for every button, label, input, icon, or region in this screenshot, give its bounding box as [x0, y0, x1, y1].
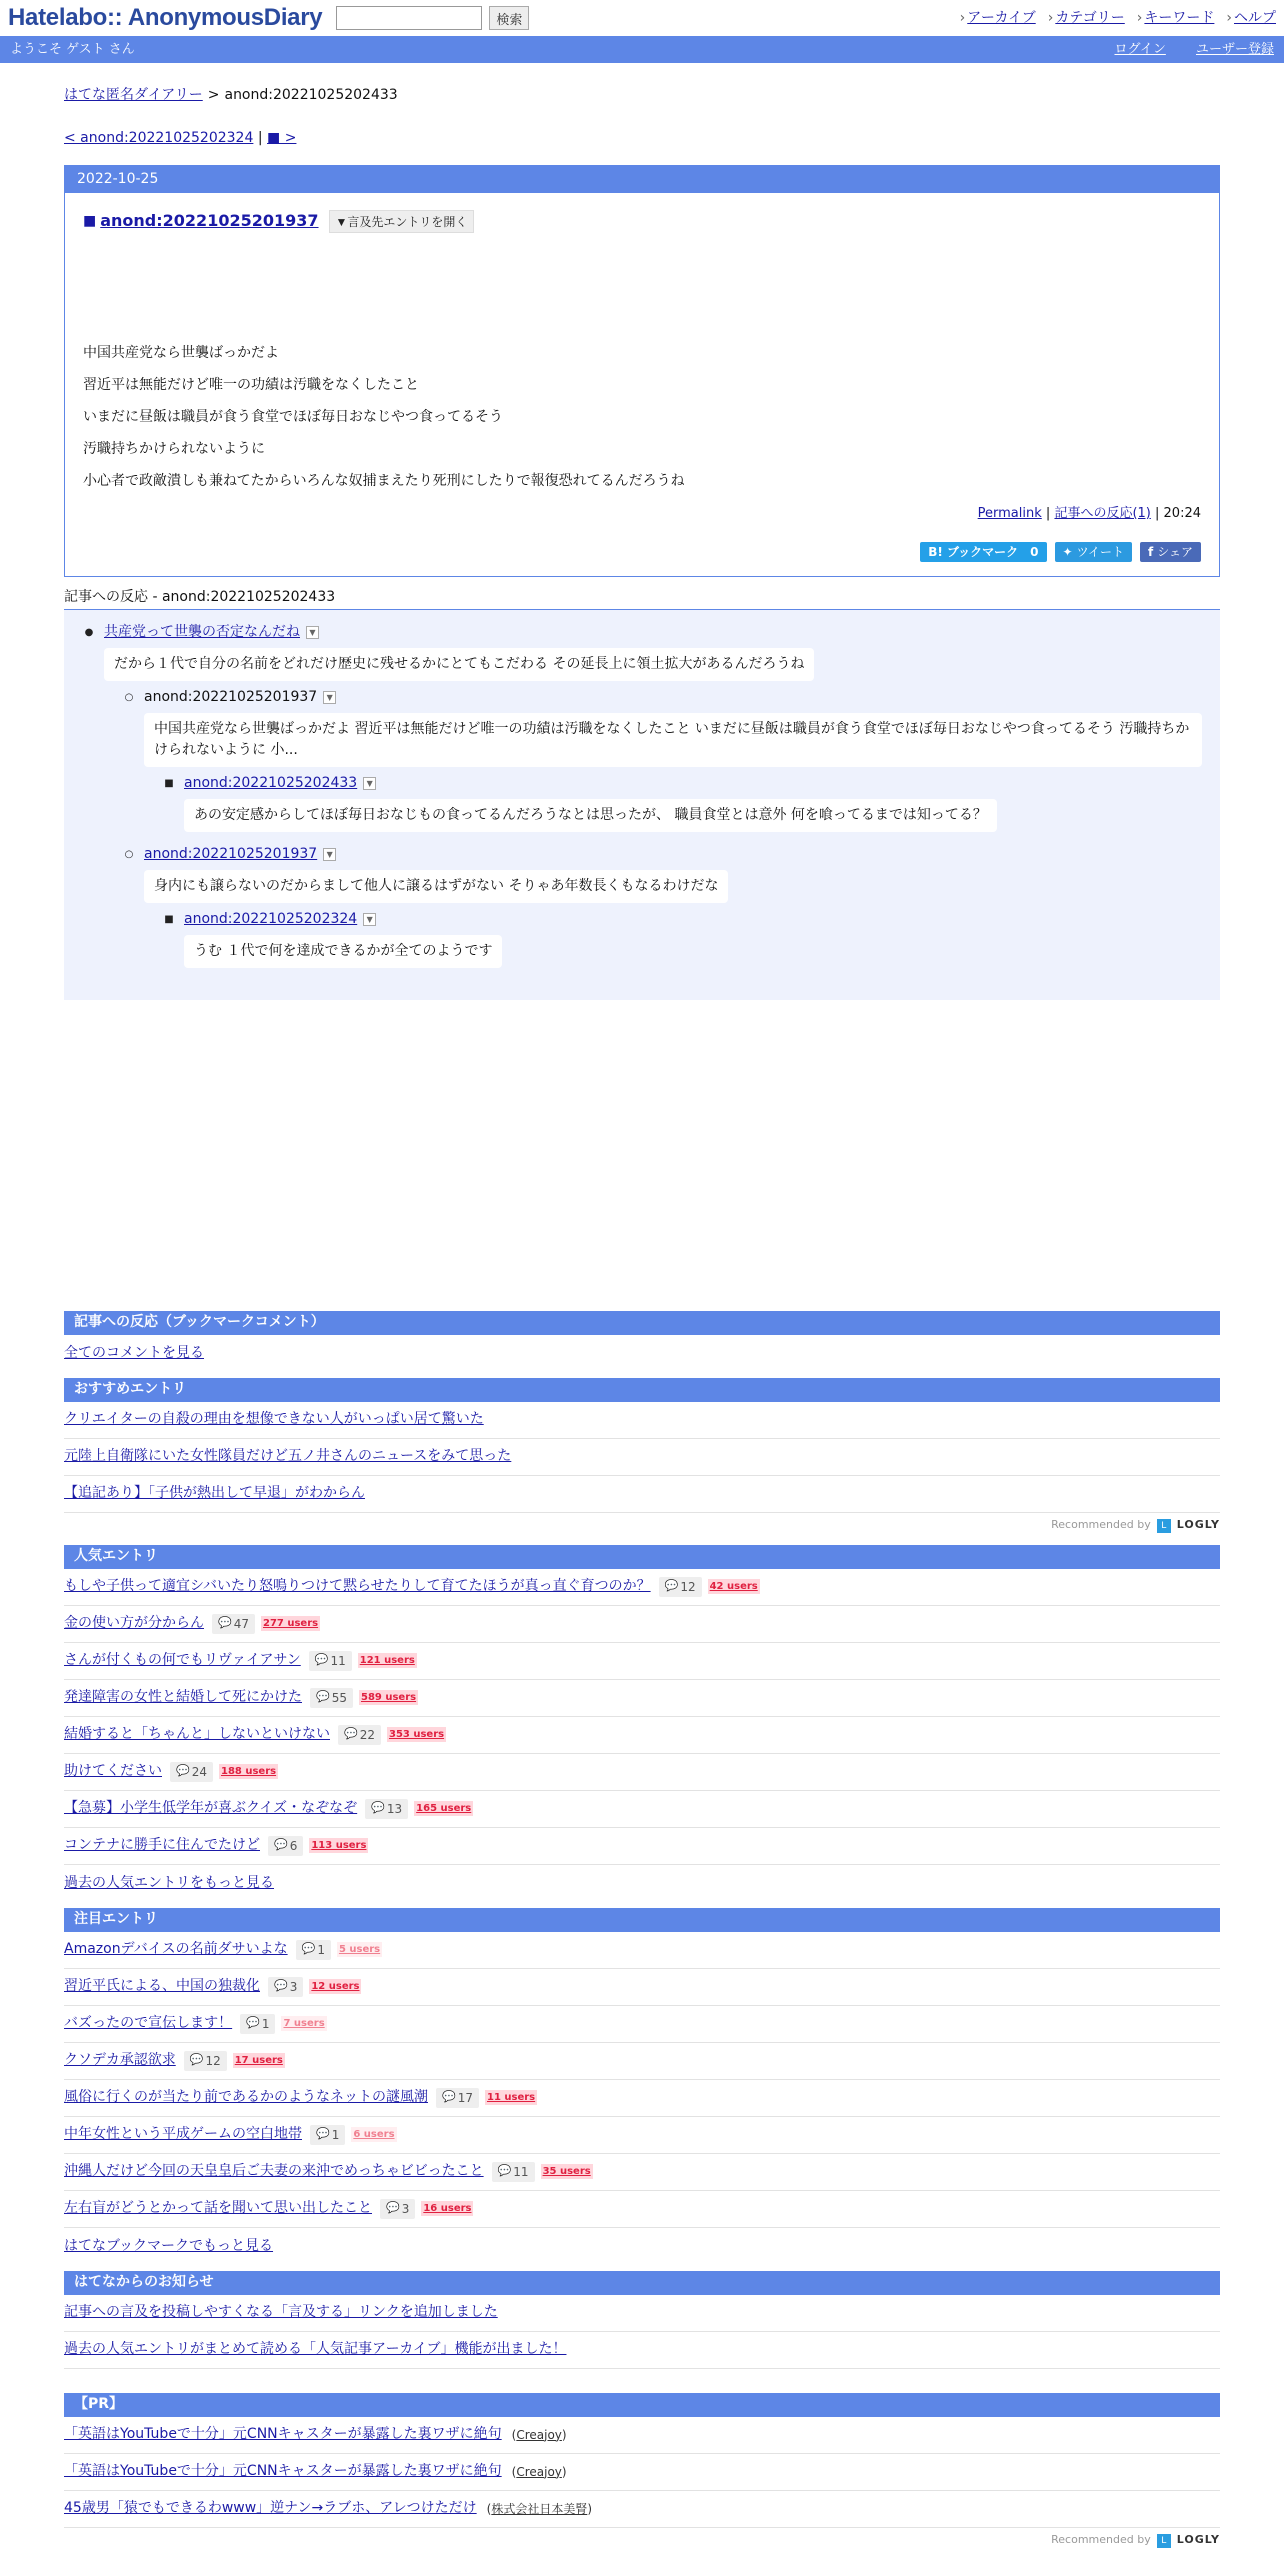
hot-item [64, 2043, 1220, 2080]
dropdown-icon[interactable]: ▼ [363, 913, 376, 926]
bookmark-users-badge[interactable]: 188 users [220, 1766, 277, 1777]
day-box [64, 165, 1220, 577]
pr-link[interactable]: 45歳男「猿でもできるわwww」逆ナン→ラブホ、アレつけただけ [64, 2500, 477, 2516]
comment-count-value: 1 [261, 2016, 270, 2031]
hot-item [64, 2080, 1220, 2117]
day-date: 2022-10-25 [65, 166, 1219, 193]
facebook-icon: f [1148, 544, 1154, 559]
facebook-share-label: シェア [1157, 544, 1193, 559]
popular-header: 人気エントリ [64, 1545, 1220, 1569]
comment-bubble-icon: 💬 [442, 2090, 456, 2104]
reaction-head [162, 773, 1202, 795]
logly-logo-text: LOGLY [1176, 1518, 1220, 1532]
pr-item [64, 2417, 1220, 2454]
reactions-link[interactable]: 記事への反応(1) [1054, 506, 1151, 521]
reactions-title: 記事への反応 - anond:20221025202433 [64, 587, 1220, 610]
register-link[interactable]: ユーザー登録 [1195, 41, 1274, 57]
bookmark-users-badge[interactable]: 165 users [416, 1803, 472, 1814]
hot-link[interactable]: 中年女性という平成ゲームの空白地帯 [64, 2126, 302, 2142]
comment-count-value: 55 [331, 1690, 347, 1705]
permalink-link[interactable]: Permalink [977, 506, 1042, 521]
reaction-children [162, 773, 1202, 838]
hot-link[interactable]: クソデカ承認欲求 [64, 2052, 176, 2068]
pr-sponsor: (Creajoy) [511, 2464, 567, 2479]
entry-title-row [83, 209, 1201, 233]
pr-item [64, 2491, 1220, 2528]
comment-count-value: 24 [191, 1764, 207, 1779]
bookmark-comments-header: 記事への反応（ブックマークコメント） [64, 1311, 1220, 1335]
entry-line: 中国共産党なら世襲ばっかだよ [83, 345, 279, 361]
popular-link[interactable]: 金の使い方が分からん [64, 1615, 204, 1631]
entry-line: 汚職持ちかけられないように [83, 441, 265, 457]
reaction-node [82, 622, 1202, 974]
bookmark-users-badge[interactable]: 113 users [311, 1840, 367, 1851]
pr-recommended-by [64, 2528, 1220, 2554]
popular-item [64, 1643, 1220, 1680]
comment-count[interactable] [365, 1799, 408, 1819]
comment-count[interactable] [309, 1651, 352, 1671]
comment-count[interactable] [212, 1614, 255, 1634]
comment-bubble-icon: 💬 [497, 2164, 512, 2178]
comment-bubble-icon: 💬 [274, 1838, 288, 1852]
twitter-icon: ✦ [1062, 544, 1073, 559]
hot-link[interactable]: Amazonデバイスの名前ダサいよな [64, 1941, 288, 1957]
comment-count[interactable] [296, 1940, 331, 1960]
reaction-title-link[interactable]: anond:20221025202324 [184, 911, 358, 927]
comment-bubble-icon: 💬 [176, 1764, 190, 1778]
comment-bubble-icon: 💬 [246, 2016, 260, 2030]
comment-count[interactable] [380, 2199, 415, 2219]
pr-sponsor: (Creajoy) [511, 2427, 567, 2442]
reaction-node [122, 844, 1202, 974]
reaction-head [162, 909, 1202, 931]
reaction-head [82, 622, 1202, 644]
recommended-item [64, 1402, 1220, 1439]
news-header: はてなからのお知らせ [64, 2271, 1220, 2295]
recommended-item [64, 1476, 1220, 1513]
top-bar [0, 0, 1284, 36]
comment-count-value: 6 [289, 1838, 298, 1853]
hatena-bookmark-button[interactable]: B! ブックマーク 0 [920, 542, 1046, 562]
pr-sponsor-name[interactable]: 株式会社日本美腎 [491, 2501, 588, 2516]
login-link[interactable]: ログイン [1114, 41, 1166, 57]
comment-bubble-icon: 💬 [316, 2127, 330, 2141]
pr-link[interactable]: 「英語はYouTubeで十分」元CNNキャスターが暴露した裏ワザに絶句 [64, 2426, 502, 2442]
comment-count[interactable] [170, 1762, 213, 1782]
reaction-title-link[interactable]: anond:20221025201937 [144, 846, 318, 862]
comment-count-value: 11 [513, 2164, 529, 2179]
comment-count[interactable] [310, 2125, 345, 2145]
ad-space [64, 1000, 1220, 1305]
entry-line: 習近平は無能だけど唯一の功績は汚職をなくしたこと [83, 377, 419, 393]
spacer [64, 2369, 1220, 2387]
popular-more-row [64, 1865, 1220, 1902]
hot-item [64, 2006, 1220, 2043]
popular-link[interactable]: 助けてください [64, 1763, 162, 1779]
comment-bubble-icon: 💬 [189, 2053, 204, 2067]
popular-item [64, 1754, 1220, 1791]
popular-item [64, 1606, 1220, 1643]
dropdown-icon[interactable]: ▼ [323, 848, 336, 861]
entry-line: 小心者で政敵潰しも兼ねてたからいろんな奴捕まえたり死刑にしたりで報復恐れてるんだろうね [83, 473, 685, 489]
share-buttons [83, 542, 1201, 562]
comment-count[interactable] [184, 2051, 227, 2071]
breadcrumb-root-link[interactable]: はてな匿名ダイアリー [64, 87, 203, 103]
reaction-children [162, 909, 1202, 974]
news-link[interactable]: 記事への言及を投稿しやすくなる「言及する」リンクを追加しました [64, 2304, 498, 2320]
comment-bubble-icon: 💬 [664, 1579, 679, 1593]
welcome-text: ようこそ ゲスト さん [10, 41, 135, 57]
next-entry-link[interactable]: ■ > [267, 130, 297, 146]
comment-count[interactable] [310, 1688, 353, 1708]
comment-count-value: 13 [386, 1801, 403, 1816]
nav-keyword-link[interactable]: › キーワード [1137, 8, 1215, 29]
hot-more-row [64, 2228, 1220, 2265]
comment-count-value: 17 [457, 2090, 473, 2105]
site-logo[interactable]: Hatelabo:: AnonymousDiary [8, 4, 323, 31]
pr-sponsor-name[interactable]: Creajoy [516, 2427, 562, 2442]
tweet-label: ツイート [1076, 544, 1124, 559]
reaction-head [122, 687, 1202, 709]
hot-header: 注目エントリ [64, 1908, 1220, 1932]
prev-entry-link[interactable]: < anond:20221025202324 [64, 130, 254, 146]
bullet-circle-icon: ○ [124, 849, 134, 860]
dropdown-icon[interactable]: ▼ [363, 777, 376, 790]
comment-bubble-icon: 💬 [314, 1653, 329, 1667]
hot-link[interactable]: 風俗に行くのが当たり前であるかのようなネットの謎風潮 [64, 2089, 428, 2105]
entry-footer [83, 504, 1201, 524]
comment-count-value: 11 [330, 1653, 346, 1668]
logly-logo-icon: L [1157, 1519, 1171, 1533]
bookmark-users-badge[interactable]: 11 users [486, 2092, 536, 2103]
hot-item [64, 2154, 1220, 2191]
all-comments-row [64, 1335, 1220, 1372]
hot-list [64, 1932, 1220, 2228]
open-referenced-entry-button[interactable]: ▼言及先エントリを開く [329, 210, 475, 233]
logly-logo-text: LOGLY [1176, 2533, 1220, 2547]
comment-count[interactable] [338, 1725, 381, 1745]
popular-link[interactable]: コンテナに勝手に住んでたけど [64, 1837, 260, 1853]
entry-title-link[interactable]: anond:20221025201937 [100, 211, 319, 230]
hot-item [64, 2117, 1220, 2154]
comment-count-value: 47 [233, 1616, 249, 1631]
reaction-children [122, 687, 1202, 974]
comment-count[interactable] [268, 1836, 303, 1856]
bullet-square-icon: ■ [164, 914, 174, 925]
dropdown-icon[interactable]: ▼ [306, 626, 319, 639]
pager-separator: | [257, 130, 263, 146]
comment-count-value: 22 [359, 1727, 375, 1742]
comment-bubble-icon: 💬 [301, 1942, 316, 1956]
all-comments-link[interactable]: 全てのコメントを見る [64, 1344, 204, 1361]
popular-link[interactable]: さんが付くもの何でもリヴァイアサン [64, 1652, 301, 1668]
recommended-link[interactable]: クリエイターの自殺の理由を想像できない人がいっぱい居て驚いた [64, 1411, 484, 1427]
comment-count-value: 12 [680, 1579, 696, 1594]
reaction-excerpt: うむ １代で何を達成できるかが全てのようです [184, 935, 502, 968]
entry [65, 193, 1219, 576]
comment-count-value: 3 [289, 1979, 298, 1994]
entry-body [83, 343, 1201, 492]
reaction-excerpt: あの安定感からしてほぼ毎日おなじもの食ってるんだろうなとは思ったが、 職員食堂とは意外 何を喰ってるまでは知ってる？ [184, 799, 997, 832]
reaction-node [122, 687, 1202, 838]
reaction-excerpt: だから１代で自分の名前をどれだけ歴史に残せるかにとてもこだわる その延長上に領土拡大があるんだろうね [104, 648, 814, 681]
comment-count[interactable] [492, 2162, 535, 2182]
recommended-by-text: Recommended by [1051, 1518, 1151, 1532]
hot-item [64, 1932, 1220, 1969]
popular-link[interactable]: もしや子供って適宜シバいたり怒鳴りつけて黙らせたりして育てたほうが真っ直ぐ育つのか？ [64, 1578, 651, 1594]
bookmark-users-badge[interactable]: 6 users [353, 2129, 395, 2140]
entry-pager [64, 128, 1220, 149]
bullet-disc-icon: ● [84, 627, 94, 638]
breadcrumb-current: anond:20221025202433 [224, 87, 398, 103]
recommended-header: おすすめエントリ [64, 1378, 1220, 1402]
reaction-head [122, 844, 1202, 866]
bookmark-users-badge[interactable]: 121 users [359, 1655, 415, 1666]
comment-bubble-icon: 💬 [274, 1979, 288, 1993]
bullet-square-icon: ■ [164, 778, 174, 789]
recommended-item [64, 1439, 1220, 1476]
pr-sponsor-name[interactable]: Creajoy [516, 2464, 562, 2479]
popular-link[interactable]: 【急募】小学生低学年が喜ぶクイズ・なぞなぞ [64, 1800, 358, 1816]
pr-header: 【PR】 [64, 2393, 1220, 2417]
bookmark-users-badge[interactable]: 17 users [234, 2055, 283, 2066]
header-nav [960, 8, 1276, 29]
breadcrumb [64, 85, 1220, 106]
comment-count[interactable] [240, 2014, 275, 2034]
recommended-link[interactable]: 元陸上自衛隊にいた女性隊員だけど五ノ井さんのニュースをみて思った [64, 1448, 512, 1464]
reaction-excerpt: 中国共産党なら世襲ばっかだよ 習近平は無能だけど唯一の功績は汚職をなくしたこと いまだに昼飯は職員が食う食堂でほぼ毎日おなじやつ食ってるそう 汚職持ちかけられないように 小... [144, 713, 1202, 767]
recommended-link[interactable]: 【追記あり】「子供が熱出して早退」がわからん [64, 1485, 365, 1501]
reaction-title-link[interactable]: 共産党って世襲の否定なんだね [104, 624, 300, 640]
popular-item [64, 1717, 1220, 1754]
hot-item [64, 2191, 1220, 2228]
nav-category-link[interactable]: › カテゴリー [1048, 8, 1125, 29]
dropdown-icon[interactable]: ▼ [323, 691, 336, 704]
comment-count[interactable] [268, 1977, 303, 1997]
bookmark-users-badge[interactable]: 42 users [709, 1581, 758, 1592]
pr-item [64, 2454, 1220, 2491]
hot-link[interactable]: 習近平氏による、中国の独裁化 [64, 1978, 260, 1994]
comment-count-value: 3 [401, 2201, 410, 2216]
comment-count-value: 12 [205, 2053, 221, 2068]
comment-bubble-icon: 💬 [344, 1727, 358, 1741]
comment-bubble-icon: 💬 [386, 2201, 400, 2215]
hot-link[interactable]: バズったので宣伝します！ [64, 2015, 233, 2031]
popular-item [64, 1828, 1220, 1865]
tweet-button[interactable] [1055, 542, 1132, 562]
footer-separator: | [1045, 506, 1051, 521]
comment-count-value: 1 [317, 1942, 325, 1957]
header-left [8, 0, 529, 36]
nav-archive-link[interactable]: › アーカイブ [960, 8, 1036, 29]
bookmark-users-badge[interactable]: 35 users [542, 2166, 591, 2177]
bullet-circle-icon: ○ [124, 692, 134, 703]
welcome-bar [0, 36, 1284, 63]
reactions-tree [64, 610, 1220, 1000]
popular-item [64, 1791, 1220, 1828]
comment-bubble-icon: 💬 [218, 1616, 232, 1630]
bookmark-users-badge[interactable]: 589 users [360, 1692, 417, 1703]
hot-link[interactable]: 左右盲がどうとかって話を聞いて思い出したこと [64, 2200, 372, 2216]
bookmark-users-badge[interactable]: 12 users [311, 1981, 360, 1992]
hot-item [64, 1969, 1220, 2006]
account-links [1088, 40, 1274, 60]
search-button[interactable]: 検索 [489, 6, 529, 30]
comment-bubble-icon: 💬 [316, 1690, 330, 1704]
comment-count-value: 1 [331, 2127, 340, 2142]
facebook-share-button[interactable] [1140, 542, 1201, 562]
bookmark-users-badge[interactable]: 353 users [388, 1729, 445, 1740]
reaction-excerpt: 身内にも譲らないのだからまして他人に譲るはずがない そりゃあ年数長くもなるわけだな [144, 870, 728, 903]
news-item [64, 2295, 1220, 2332]
entry-time: | 20:24 [1155, 506, 1201, 521]
popular-link[interactable]: 結婚すると「ちゃんと」しないといけない [64, 1726, 330, 1742]
bookmark-users-badge[interactable]: 16 users [423, 2203, 472, 2214]
logly-logo-icon: L [1157, 2534, 1171, 2548]
popular-link[interactable]: 発達障害の女性と結婚して死にかけた [64, 1689, 302, 1705]
comment-count[interactable] [436, 2088, 479, 2108]
pr-sponsor: (株式会社日本美腎) [486, 2501, 593, 2516]
hot-link[interactable]: 沖縄人だけど今回の天皇皇后ご夫妻の来沖でめっちゃビビったこと [64, 2163, 484, 2179]
search-input[interactable] [336, 6, 482, 30]
reaction-title: anond:20221025201937 [144, 689, 318, 705]
recommended-by-text: Recommended by [1051, 2533, 1151, 2547]
bookmark-users-badge[interactable]: 5 users [338, 1944, 381, 1955]
popular-more-link[interactable]: 過去の人気エントリをもっと見る [64, 1874, 274, 1891]
entry-line: いまだに昼飯は職員が食う食堂でほぼ毎日おなじやつ食ってるそう [83, 409, 503, 425]
search-form [336, 6, 529, 30]
hot-more-link[interactable]: はてなブックマークでもっと見る [64, 2237, 274, 2254]
popular-item [64, 1680, 1220, 1717]
comment-bubble-icon: 💬 [371, 1801, 385, 1815]
comment-count[interactable] [659, 1577, 702, 1597]
news-link[interactable]: 過去の人気エントリがまとめて読める「人気記事アーカイブ」機能が出ました！ [64, 2341, 567, 2357]
recommended-by [64, 1513, 1220, 1539]
popular-list [64, 1569, 1220, 1865]
pr-link[interactable]: 「英語はYouTubeで十分」元CNNキャスターが暴露した裏ワザに絶句 [64, 2463, 502, 2479]
news-item [64, 2332, 1220, 2369]
main-content [64, 85, 1220, 2554]
bookmark-users-badge[interactable]: 7 users [283, 2018, 325, 2029]
reaction-title-link[interactable]: anond:20221025202433 [184, 775, 358, 791]
nav-help-link[interactable]: › ヘルプ [1226, 8, 1276, 29]
square-icon: ■ [83, 212, 97, 229]
popular-item [64, 1569, 1220, 1606]
breadcrumb-separator: > [207, 87, 220, 103]
bookmark-users-badge[interactable]: 277 users [262, 1618, 319, 1629]
